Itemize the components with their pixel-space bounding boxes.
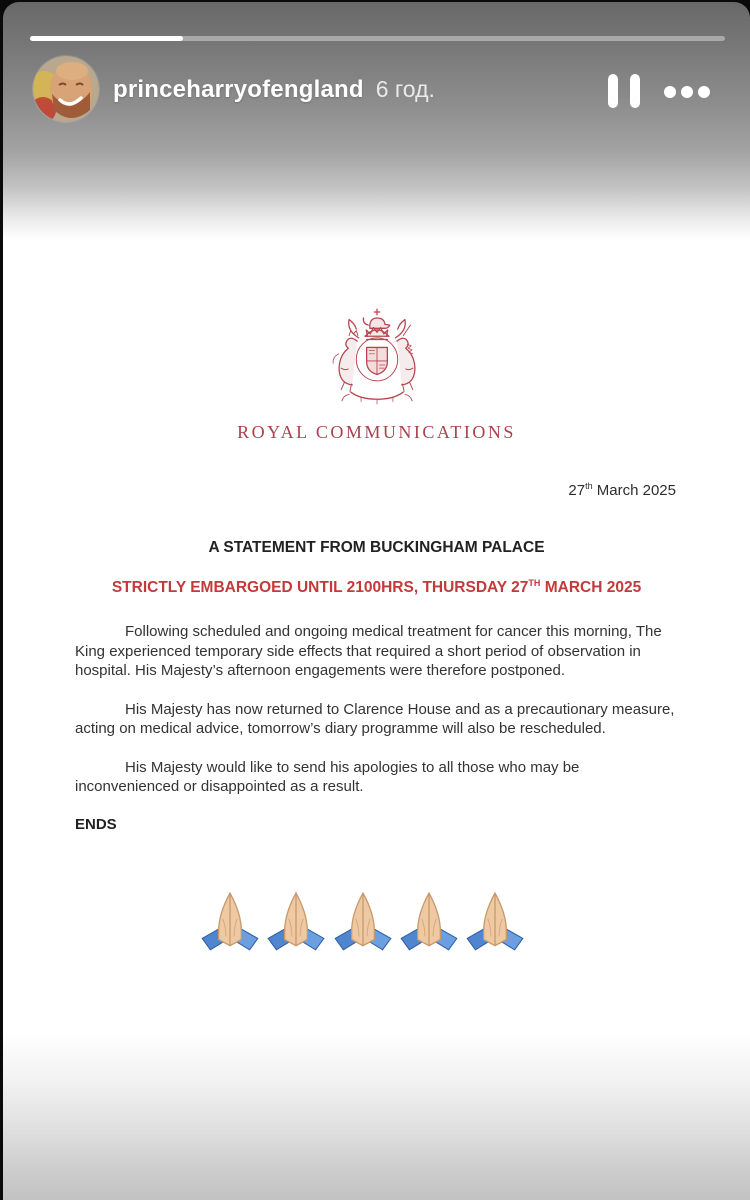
folded-hands-emoji-row [3,888,736,958]
date-ordinal: th [585,481,593,491]
pause-icon [630,74,640,108]
folded-hands-icon [197,888,263,958]
story-card[interactable] [3,2,750,1200]
dots-icon [698,86,710,98]
embargo-notice [3,578,750,597]
statement-paragraph: His Majesty would like to send his apologies to all those who may be inconvenienced or disappointed as a result. [75,758,580,796]
embargo-ordinal: TH [528,578,541,588]
avatar-image [33,56,99,122]
date-rest: March 2025 [592,482,676,499]
folded-hands-icon [263,888,329,958]
story-progress-bar [30,36,725,41]
statement-headline: A STATEMENT FROM BUCKINGHAM PALACE [208,539,545,556]
pause-button[interactable] [608,74,640,112]
progress-fill [30,36,183,41]
more-options-button[interactable] [664,86,710,98]
avatar[interactable] [33,56,99,122]
folded-hands-icon [396,888,462,958]
statement-paragraph: His Majesty has now returned to Clarence House and as a precautionary measure, acting on medical advice, tomorrow’s diary programme will also be rescheduled. [75,700,675,738]
story-timestamp: 6 год. [375,76,435,102]
embargo-text: STRICTLY EMBARGOED UNTIL 2100HRS, THURSDAY 27 [111,579,529,597]
username[interactable]: princeharryofengland [113,76,364,103]
folded-hands-icon [462,888,528,958]
document-date [3,481,750,499]
header-meta [113,76,435,104]
statement-paragraph: Following scheduled and ongoing medical treatment for cancer this morning, The King experienced temporary side effects that required a short period of observation in hospital. His Majesty’s afternoon engagements were therefore postponed. [75,623,662,680]
story-header [3,2,750,152]
statement-body [75,622,678,797]
dots-icon [681,86,693,98]
ends-label: ENDS [75,815,117,833]
folded-hands-icon [330,888,396,958]
organization-name: ROYAL COMMUNICATIONS [237,422,516,442]
date-day: 27 [568,482,586,499]
royal-coat-of-arms-icon [317,306,437,408]
dots-icon [664,86,676,98]
embargo-text: MARCH 2025 [540,579,642,597]
pause-icon [608,74,618,108]
